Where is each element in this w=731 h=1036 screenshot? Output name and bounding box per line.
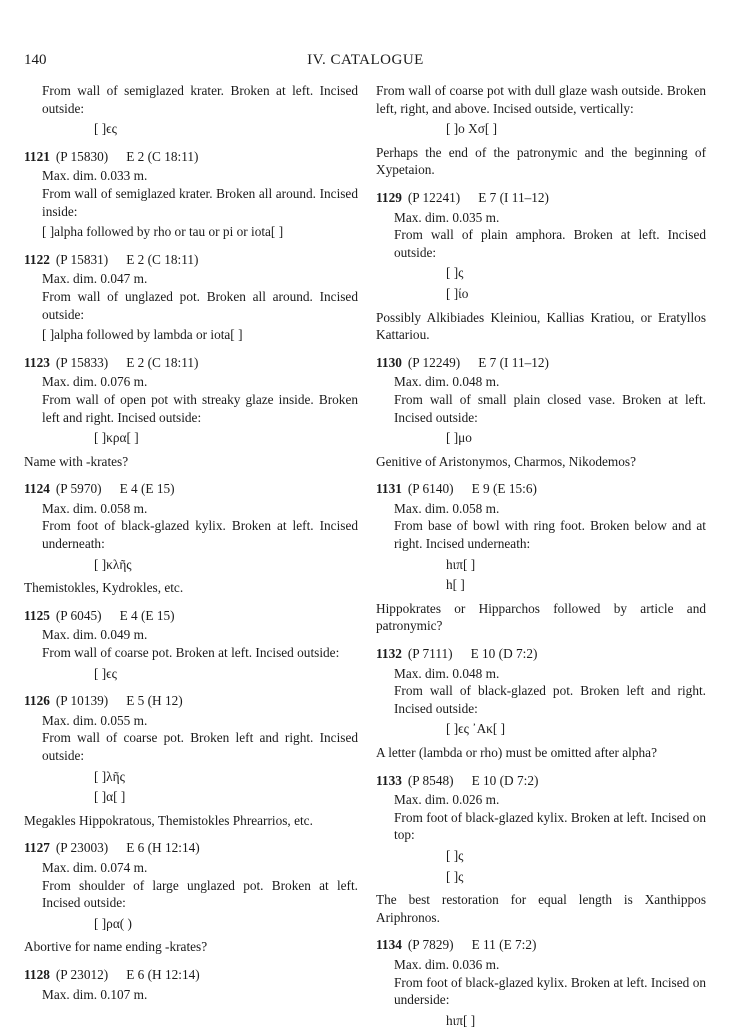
entry-note: A letter (lambda or rho) must be omitted after alpha?: [376, 745, 657, 760]
deposit-context: E 6 (H 12:14): [126, 966, 200, 982]
entry-description: From wall of semiglazed krater. Broken all around. Incised inside:: [42, 185, 358, 219]
inscription: [ ]ϵς: [94, 121, 117, 137]
catalogue-entry: [24, 354, 358, 471]
max-dimension: Max. dim. 0.036 m.: [394, 956, 500, 972]
entry-description: From wall of black-glazed pot. Broken left and right. Incised outside:: [394, 683, 706, 716]
entry-note: Perhaps the end of the patronymic and the beginning of Xypetaion.: [376, 144, 706, 178]
inscription: hιπ[ ]: [446, 556, 476, 572]
max-dimension: Max. dim. 0.033 m.: [42, 168, 148, 184]
deposit-context: E 10 (D 7:2): [470, 646, 538, 662]
max-dimension: Max. dim. 0.074 m.: [42, 859, 148, 875]
entry-description: From wall of open pot with streaky glaze inside. Broken left and right. Incised outside:: [42, 391, 358, 425]
inventory-number: (P 23003): [55, 840, 109, 856]
catalogue-entry: [24, 839, 358, 956]
entry-description: From wall of unglazed pot. Broken all around. Incised outside:: [42, 288, 358, 322]
entry-note: Abortive for name ending -krates?: [24, 939, 208, 955]
deposit-context: E 6 (H 12:14): [126, 840, 200, 856]
page-header: [24, 52, 707, 74]
entry-number: 1123: [24, 354, 50, 370]
entry-note: Genitive of Aristonymos, Charmos, Nikodemos?: [376, 453, 637, 469]
entry-heading: [24, 251, 358, 269]
entry-heading: [24, 354, 358, 372]
entry-heading: [24, 692, 358, 710]
entry-number: 1129: [376, 189, 402, 205]
max-dimension: Max. dim. 0.107 m.: [42, 986, 148, 1002]
inventory-number: (P 12241): [407, 189, 461, 205]
inscription: [ ]alpha followed by lambda or iota[ ]: [42, 327, 243, 343]
inventory-number: (P 15831): [55, 251, 109, 267]
max-dimension: Max. dim. 0.035 m.: [394, 209, 500, 225]
entry-number: 1132: [376, 646, 402, 662]
deposit-context: E 7 (I 11–12): [478, 354, 549, 370]
max-dimension: Max. dim. 0.058 m.: [394, 500, 500, 516]
continued-entry: [376, 82, 706, 179]
inventory-number: (P 7829): [407, 937, 454, 953]
entry-number: 1125: [24, 607, 50, 623]
entry-number: 1121: [24, 148, 50, 164]
entry-heading: [24, 148, 358, 166]
catalogue-entry: [376, 936, 706, 1029]
inscription: [ ]ς: [446, 265, 464, 281]
entry-description: From wall of coarse pot. Broken left and right. Incised outside:: [42, 730, 358, 763]
catalogue-entry: [376, 480, 706, 635]
inscription: hιπ[ ]: [446, 1012, 476, 1028]
running-title: IV. CATALOGUE: [307, 52, 424, 68]
inventory-number: (P 23012): [55, 966, 109, 982]
deposit-context: E 11 (E 7:2): [471, 937, 537, 953]
max-dimension: Max. dim. 0.049 m.: [42, 627, 148, 643]
entry-note: Megakles Hippokratous, Themistokles Phrearrios, etc.: [24, 812, 313, 828]
max-dimension: Max. dim. 0.048 m.: [394, 374, 500, 390]
entry-heading: [376, 480, 706, 498]
inscription: [ ]alpha followed by rho or tau or pi or iota[ ]: [42, 224, 284, 240]
inscription: [ ]κρα[ ]: [94, 430, 139, 446]
max-dimension: Max. dim. 0.047 m.: [42, 271, 148, 287]
entry-heading: [376, 645, 706, 663]
inscription: [ ]ς: [446, 868, 464, 884]
entry-description: From foot of black-glazed kylix. Broken at left. Incised on underside:: [394, 974, 706, 1008]
entry-description: From foot of black-glazed kylix. Broken at left. Incised underneath:: [42, 518, 358, 552]
inscription: [ ]ίο: [446, 285, 469, 301]
catalogue-entry: [376, 354, 706, 471]
inscription: [ ]ρα( ): [94, 915, 132, 931]
inscription: [ ]ς: [446, 847, 464, 863]
continued-entry: [24, 82, 358, 138]
inventory-number: (P 15833): [55, 354, 109, 370]
catalogue-entry: [24, 148, 358, 241]
entry-description: From shoulder of large unglazed pot. Broken at left. Incised outside:: [42, 877, 358, 911]
inscription: [ ]λῆς: [94, 768, 125, 784]
entry-heading: [24, 966, 358, 984]
catalogue-entry: [24, 692, 358, 829]
catalogue-entry: [24, 480, 358, 597]
inscription: [ ]ο Χσ[ ]: [446, 121, 498, 137]
entry-heading: [376, 772, 706, 790]
max-dimension: Max. dim. 0.048 m.: [394, 665, 500, 681]
entry-number: 1134: [376, 937, 402, 953]
inventory-number: (P 6045): [55, 607, 102, 623]
entry-description: From wall of semiglazed krater. Broken at left. Incised outside:: [42, 83, 358, 116]
deposit-context: E 4 (E 15): [119, 481, 175, 497]
inscription: h[ ]: [446, 577, 465, 593]
left-column: [24, 82, 358, 1010]
entry-number: 1127: [24, 840, 50, 856]
right-column: [376, 82, 706, 1036]
catalogue-entry: [376, 772, 706, 927]
entry-heading: [24, 607, 358, 625]
catalogue-entry: [24, 607, 358, 682]
inventory-number: (P 15830): [55, 148, 109, 164]
deposit-context: E 10 (D 7:2): [471, 772, 539, 788]
deposit-context: E 5 (H 12): [126, 693, 183, 709]
deposit-context: E 2 (C 18:11): [126, 148, 199, 164]
entry-heading: [24, 480, 358, 498]
catalogue-entry: [376, 189, 706, 344]
entry-description: From wall of coarse pot with dull glaze wash outside. Broken left, right, and above. Incised outside, vertically:: [376, 83, 706, 116]
entry-note: Possibly Alkibiades Kleiniou, Kallias Kratiou, or Eratyllos Kattariou.: [376, 309, 706, 343]
inscription: [ ]ϵς ᾿Ακ[ ]: [446, 721, 506, 737]
inventory-number: (P 5970): [55, 481, 102, 497]
inscription: [ ]α[ ]: [94, 789, 126, 805]
entry-description: From foot of black-glazed kylix. Broken at left. Incised on top:: [394, 809, 706, 843]
entry-number: 1126: [24, 693, 50, 709]
entry-number: 1122: [24, 251, 50, 267]
catalogue-entry: [24, 251, 358, 344]
inventory-number: (P 6140): [407, 481, 454, 497]
max-dimension: Max. dim. 0.055 m.: [42, 712, 148, 728]
max-dimension: Max. dim. 0.076 m.: [42, 374, 148, 390]
deposit-context: E 2 (C 18:11): [126, 354, 199, 370]
entry-description: From wall of small plain closed vase. Broken at left. Incised outside:: [394, 391, 706, 425]
entry-note: Themistokles, Kydrokles, etc.: [24, 580, 184, 596]
inventory-number: (P 12249): [407, 354, 461, 370]
inscription: [ ]κλῆς: [94, 556, 132, 572]
max-dimension: Max. dim. 0.026 m.: [394, 792, 500, 808]
inventory-number: (P 8548): [407, 772, 454, 788]
catalogue-entry: [24, 966, 358, 1003]
entry-number: 1124: [24, 481, 50, 497]
inscription: [ ]μο: [446, 430, 472, 446]
deposit-context: E 2 (C 18:11): [126, 251, 199, 267]
catalogue-entry: [376, 645, 706, 762]
inscription: [ ]ϵς: [94, 665, 117, 681]
page-number: 140: [24, 52, 47, 68]
entry-note: Hippokrates or Hipparchos followed by article and patronymic?: [376, 600, 706, 634]
entry-number: 1133: [376, 772, 402, 788]
entry-note: The best restoration for equal length is Xanthippos Ariphronos.: [376, 892, 706, 925]
entry-heading: [376, 354, 706, 372]
entry-number: 1131: [376, 481, 402, 497]
left-entries: [24, 148, 358, 1003]
entry-number: 1130: [376, 354, 402, 370]
right-entries: [376, 189, 706, 1029]
entry-note: Name with -krates?: [24, 453, 129, 469]
entry-description: From wall of plain amphora. Broken at left. Incised outside:: [394, 227, 706, 260]
deposit-context: E 9 (E 15:6): [471, 481, 537, 497]
entry-description: From base of bowl with ring foot. Broken below and at right. Incised underneath:: [394, 518, 706, 552]
entry-heading: [376, 189, 706, 207]
entry-heading: [24, 839, 358, 857]
deposit-context: E 4 (E 15): [119, 607, 175, 623]
entry-description: From wall of coarse pot. Broken at left. Incised outside:: [42, 645, 340, 661]
entry-number: 1128: [24, 966, 50, 982]
entry-heading: [376, 936, 706, 954]
inventory-number: (P 7111): [407, 646, 453, 662]
max-dimension: Max. dim. 0.058 m.: [42, 500, 148, 516]
inventory-number: (P 10139): [55, 693, 109, 709]
deposit-context: E 7 (I 11–12): [478, 189, 549, 205]
